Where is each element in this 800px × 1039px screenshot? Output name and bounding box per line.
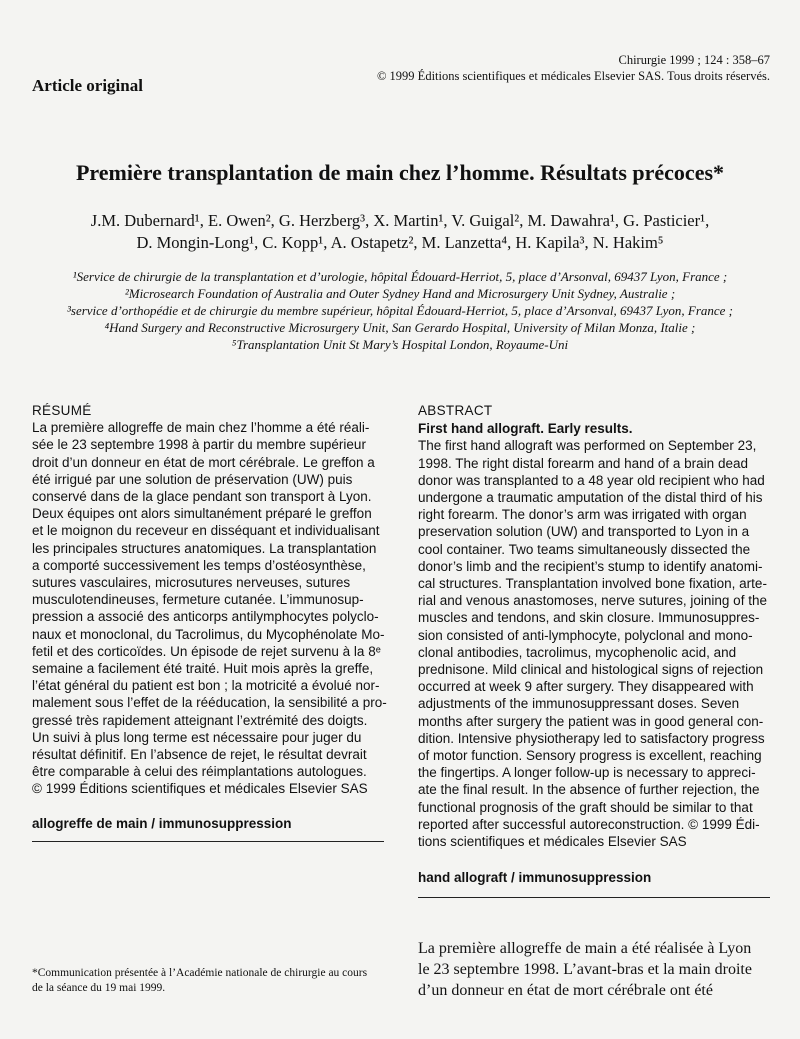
abstract-subtitle: First hand allograft. Early results.	[418, 421, 633, 437]
text-line: preservation solution (UW) and transported to Lyon in a	[418, 524, 750, 540]
abstract-keywords: hand allograft / immunosuppression	[418, 870, 652, 886]
text-line: tions scientifiques et médicales Elsevier SAS	[418, 834, 687, 850]
citation: Chirurgie 1999 ; 124 : 358–67	[618, 53, 770, 67]
text-line: adjustments of the immunosuppressant doses. Seven	[418, 696, 740, 712]
text-line: fetil et des corticoïdes. Un épisode de rejet survenu à la 8ᵉ	[32, 643, 381, 659]
resume-heading: RÉSUMÉ	[32, 403, 92, 418]
text-line: cool container. Two teams simultaneously dissected the	[418, 541, 751, 557]
body-line: d’un donneur en état de mort cérébrale ont été	[418, 982, 713, 999]
affiliation: ¹Service de chirurgie de la transplantation et d’urologie, hôpital Édouard-Herriot, 5, place d’Arsonval, 69437 Lyon, France ;	[72, 269, 728, 284]
text-line: La première allogreffe de main chez l’homme a été réali-	[32, 420, 370, 436]
text-line: naux et monoclonal, du Tacrolimus, du Mycophénolate Mo-	[32, 626, 385, 642]
text-line: les principales structures anatomiques. La transplantation	[32, 540, 377, 556]
text-line: reported after successful autoreconstruction. © 1999 Édi-	[418, 816, 760, 832]
affiliation: ⁴Hand Surgery and Reconstructive Microsurgery Unit, San Gerardo Hospital, University of Milan Monza, Italie ;	[104, 320, 696, 335]
article-title: Première transplantation de main chez l’homme. Résultats précoces*	[75, 160, 725, 185]
text-line: cal structures. Transplantation involved bone fixation, arte-	[418, 576, 767, 592]
resume-text	[32, 419, 387, 797]
footnote-line: de la séance du 19 mai 1999.	[32, 982, 166, 994]
text-line: donor was transplanted to a 48 year old recipient who had	[418, 472, 765, 488]
text-line: rial and venous anastomoses, nerve sutures, joining of the	[418, 593, 767, 609]
text-line: conservé dans de la glace pendant son transport à Lyon.	[32, 489, 372, 505]
copyright-notice: © 1999 Éditions scientifiques et médicales Elsevier SAS. Tous droits réservés.	[376, 69, 770, 83]
text-line: dition. Intensive physiotherapy led to satisfactory progress	[418, 730, 765, 746]
footnote	[32, 966, 384, 996]
text-line: sée le 23 septembre 1998 à partir du membre supérieur	[32, 437, 366, 453]
text-line: être comparable à celui des réimplantations autologues.	[32, 764, 367, 780]
text-line: clonal antibodies, tacrolimus, mycophenolic acid, and	[418, 644, 737, 660]
abstract-section	[418, 402, 770, 898]
text-line: gressé très rapidement atteignant l’extrémité des doigts.	[32, 712, 368, 728]
text-line: et le moignon du receveur en disséquant et individualisant	[32, 523, 380, 539]
abstract-text	[418, 437, 770, 850]
affiliation: ³service d’orthopédie et de chirurgie du membre supérieur, hôpital Édouard-Herriot, 5, place d’Arsonval, 69437 Lyon, France ;	[66, 303, 734, 318]
affiliation: ⁵Transplantation Unit St Mary’s Hospital London, Royaume-Uni	[231, 337, 569, 352]
text-line: The first hand allograft was performed on September 23,	[418, 438, 757, 454]
text-line: sutures vasculaires, microsutures nerveuses, sutures	[32, 575, 351, 591]
text-line: prednisone. Mild clinical and histological signs of rejection	[418, 662, 764, 678]
text-line: ate the final result. In the absence of further rejection, the	[418, 782, 760, 798]
abstract-heading: ABSTRACT	[418, 403, 493, 418]
text-line: of motor function. Sensory progress is excellent, reaching	[418, 748, 762, 764]
text-line: functional prognosis of the graft should be similar to that	[418, 799, 753, 815]
journal-citation-block	[377, 52, 770, 84]
body-line: le 23 septembre 1998. L’avant-bras et la main droite	[418, 961, 752, 978]
text-line: undergone a traumatic amputation of the distal third of his	[418, 490, 763, 506]
affiliation: ²Microsearch Foundation of Australia and Outer Sydney Hand and Microsurgery Unit Sydney, Australie ;	[124, 286, 676, 301]
text-line: right forearm. The donor’s arm was irrigated with organ	[418, 507, 747, 523]
text-line: 1998. The right distal forearm and hand of a brain dead	[418, 455, 748, 471]
text-line: Deux équipes ont alors simultanément préparé le greffon	[32, 506, 372, 522]
text-line: Un suivi à plus long terme est nécessaire pour juger du	[32, 729, 362, 745]
text-line: donor’s limb and the recipient’s stump to identify anatomi-	[418, 558, 763, 574]
text-line: muscles and tendons, and skin closure. Immunosuppres-	[418, 610, 760, 626]
text-line: pression a associé des anticorps antilymphocytes polyclo-	[32, 609, 379, 625]
text-line: été irrigué par une solution de préservation (UW) puis	[32, 471, 353, 487]
author-line: J.M. Dubernard¹, E. Owen², G. Herzberg³, X. Martin¹, V. Guigal², M. Dawahra¹, G. Pasticier¹,	[90, 211, 710, 230]
body-line: La première allogreffe de main a été réalisée à Lyon	[418, 940, 752, 957]
text-line: the fingertips. A longer follow-up is necessary to appreci-	[418, 765, 756, 781]
text-line: occurred at week 9 after surgery. They disappeared with	[418, 679, 754, 695]
body-text	[418, 938, 770, 1001]
text-line: droit d’un donneur en état de mort cérébrale. Le greffon a	[32, 454, 375, 470]
resume-section	[32, 402, 387, 842]
footnote-line: *Communication présentée à l’Académie nationale de chirurgie au cours	[32, 967, 368, 979]
text-line: musculotendineuses, fermeture cutanée. L’immunosup-	[32, 592, 364, 608]
divider	[32, 841, 384, 842]
resume-keywords: allogreffe de main / immunosuppression	[32, 815, 292, 831]
text-line: a comporté successivement les temps d’ostéosynthèse,	[32, 557, 366, 573]
author-line: D. Mongin-Long¹, C. Kopp¹, A. Ostapetz², M. Lanzetta⁴, H. Kapila³, N. Hakim⁵	[136, 233, 664, 252]
divider	[418, 897, 770, 898]
text-line: malement sous l’effet de la rééducation, la sensibilité a pro-	[32, 695, 387, 711]
text-line: © 1999 Éditions scientifiques et médicales Elsevier SAS	[32, 781, 368, 797]
author-list	[20, 210, 780, 254]
affiliations	[20, 268, 780, 353]
text-line: semaine a facilement été traité. Huit mois après la greffe,	[32, 661, 374, 677]
text-line: résultat définitif. En l’absence de rejet, le résultat devrait	[32, 747, 367, 763]
text-line: months after surgery the patient was in good general con-	[418, 713, 764, 729]
text-line: l’état général du patient est bon ; la motricité a évolué nor-	[32, 678, 380, 694]
text-line: sion consisted of anti-lymphocyte, polyclonal and mono-	[418, 627, 753, 643]
section-label: Article original	[32, 76, 143, 95]
